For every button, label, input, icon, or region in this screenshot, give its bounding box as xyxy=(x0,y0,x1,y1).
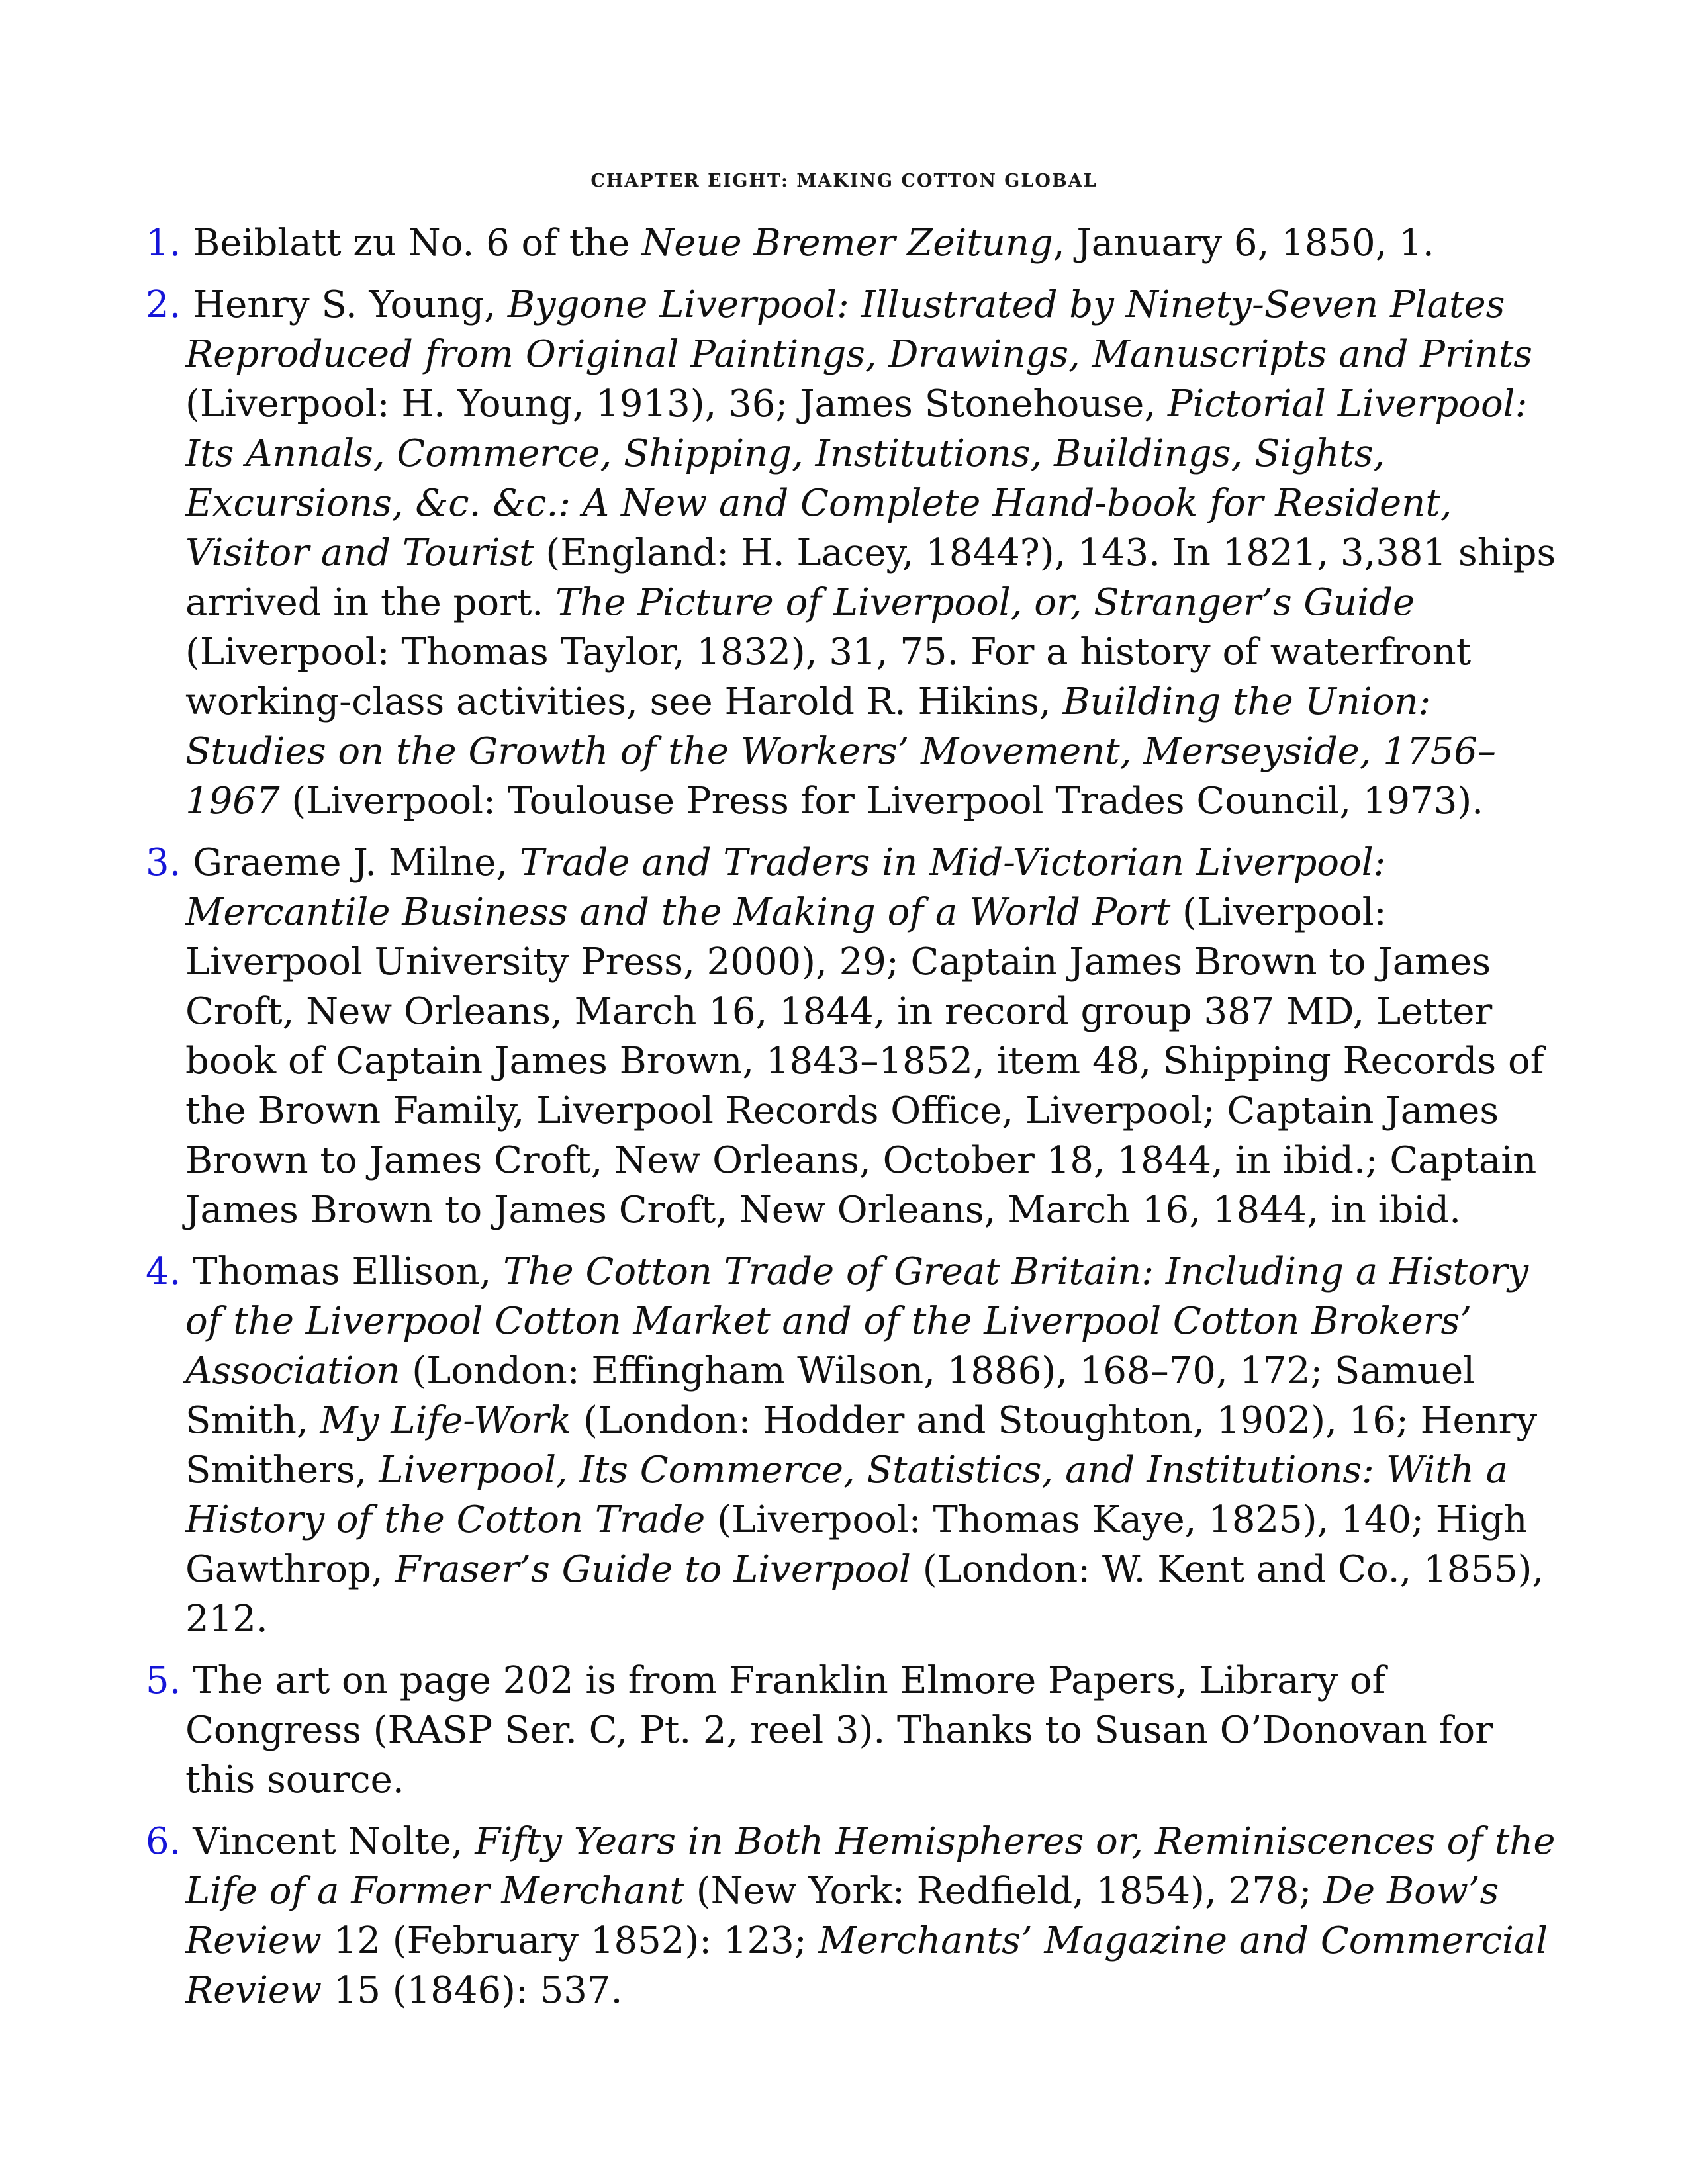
endnote-title-italic: De Bow’s Review xyxy=(185,1870,1499,1962)
endnote-text: (Liverpool: Thomas Kaye, 1825), 140; High Gawthrop, xyxy=(185,1498,1528,1591)
endnote-number-link[interactable]: 2. xyxy=(146,283,181,326)
endnote-text: (London: W. Kent and Co., 1855), 212. xyxy=(185,1548,1544,1641)
endnote-text: (Liverpool: Liverpool University Press, 2000), 29; Captain James Brown to James Croft, New Orleans, March 16, 1844, in record group 387 MD, Letter book of Captain James Brown, 1843–1852, item 48, Shipping Records of the Brown Family, Liverpool Records Office, Liverpool; Captain James Brown to James Croft, New Orleans, October 18, 1844, in ibid.; Captain James Brown to James Croft, New Orleans, March 16, 1844, in ibid. xyxy=(185,891,1544,1232)
endnote-title-italic: Pictorial Liverpool: Its Annals, Commerce, Shipping, Institutions, Buildings, Sights, Excursions, &c. &c.: A New and Complete Hand-book for Resident, Visitor and Tourist xyxy=(185,383,1528,574)
endnote-text: Thomas Ellison, xyxy=(181,1250,504,1293)
endnote-2 xyxy=(146,280,1562,826)
endnote-text: 15 (1846): 537. xyxy=(321,1969,623,2012)
endnote-title-italic: Bygone Liverpool: Illustrated by Ninety-Seven Plates Reproduced from Original Paintings, Drawings, Manuscripts and Prints xyxy=(185,283,1532,376)
endnote-text: 12 (February 1852): 123; xyxy=(321,1919,819,1962)
endnotes-list xyxy=(146,218,1562,2027)
endnote-text: (New York: Redfield, 1854), 278; xyxy=(684,1870,1324,1913)
endnote-text: Beiblatt zu No. 6 of the xyxy=(181,222,642,265)
endnote-title-italic: Trade and Traders in Mid-Victorian Liverpool: Mercantile Business and the Making of a World Port xyxy=(185,841,1386,934)
endnote-text: Henry S. Young, xyxy=(181,283,508,326)
endnote-6 xyxy=(146,1817,1562,2015)
endnote-text: (London: Hodder and Stoughton, 1902), 16; Henry Smithers, xyxy=(185,1399,1538,1492)
running-head: CHAPTER EIGHT: MAKING COTTON GLOBAL xyxy=(590,171,1098,191)
endnote-title-italic: Neue Bremer Zeitung xyxy=(641,222,1053,265)
endnote-title-italic: Merchants’ Magazine and Commercial Review xyxy=(185,1919,1548,2012)
endnote-text: (Liverpool: Thomas Taylor, 1832), 31, 75. For a history of waterfront working-class activities, see Harold R. Hikins, xyxy=(185,631,1472,723)
endnote-title-italic: Liverpool, Its Commerce, Statistics, and Institutions: With a History of the Cotton Trade xyxy=(185,1449,1508,1541)
endnote-text: Vincent Nolte, xyxy=(181,1820,475,1863)
endnote-text: Graeme J. Milne, xyxy=(181,841,520,884)
endnote-text: , January 6, 1850, 1. xyxy=(1053,222,1434,265)
endnote-title-italic: Fraser’s Guide to Liverpool xyxy=(395,1548,911,1591)
endnote-4 xyxy=(146,1247,1562,1644)
endnote-text: (London: Effingham Wilson, 1886), 168–70, 172; Samuel Smith, xyxy=(185,1349,1476,1442)
endnote-title-italic: Building the Union: Studies on the Growth of the Workers’ Movement, Merseyside, 1756–1967 xyxy=(185,680,1496,823)
endnote-3 xyxy=(146,838,1562,1235)
endnote-number-link[interactable]: 1. xyxy=(146,222,181,265)
endnote-5 xyxy=(146,1656,1562,1805)
endnote-1 xyxy=(146,218,1562,268)
endnote-text: The art on page 202 is from Franklin Elmore Papers, Library of Congress (RASP Ser. C, Pt. 2, reel 3). Thanks to Susan O’Donovan for this source. xyxy=(181,1659,1493,1801)
endnote-number-link[interactable]: 6. xyxy=(146,1820,181,1863)
endnote-number-link[interactable]: 3. xyxy=(146,841,181,884)
endnote-text: (Liverpool: Toulouse Press for Liverpool Trades Council, 1973). xyxy=(279,780,1484,823)
endnote-title-italic: My Life-Work xyxy=(320,1399,572,1442)
endnote-title-italic: Fifty Years in Both Hemispheres or, Reminiscences of the Life of a Former Merchant xyxy=(185,1820,1556,1913)
endnote-title-italic: The Picture of Liverpool, or, Stranger’s Guide xyxy=(555,581,1415,624)
endnote-number-link[interactable]: 4. xyxy=(146,1250,181,1293)
endnote-title-italic: The Cotton Trade of Great Britain: Including a History of the Liverpool Cotton Market and of the Liverpool Cotton Brokers’ Association xyxy=(185,1250,1529,1392)
endnote-number-link[interactable]: 5. xyxy=(146,1659,181,1702)
endnote-text: (England: H. Lacey, 1844?), 143. In 1821, 3,381 ships arrived in the port. xyxy=(185,531,1556,624)
endnote-text: (Liverpool: H. Young, 1913), 36; James Stonehouse, xyxy=(185,383,1168,426)
